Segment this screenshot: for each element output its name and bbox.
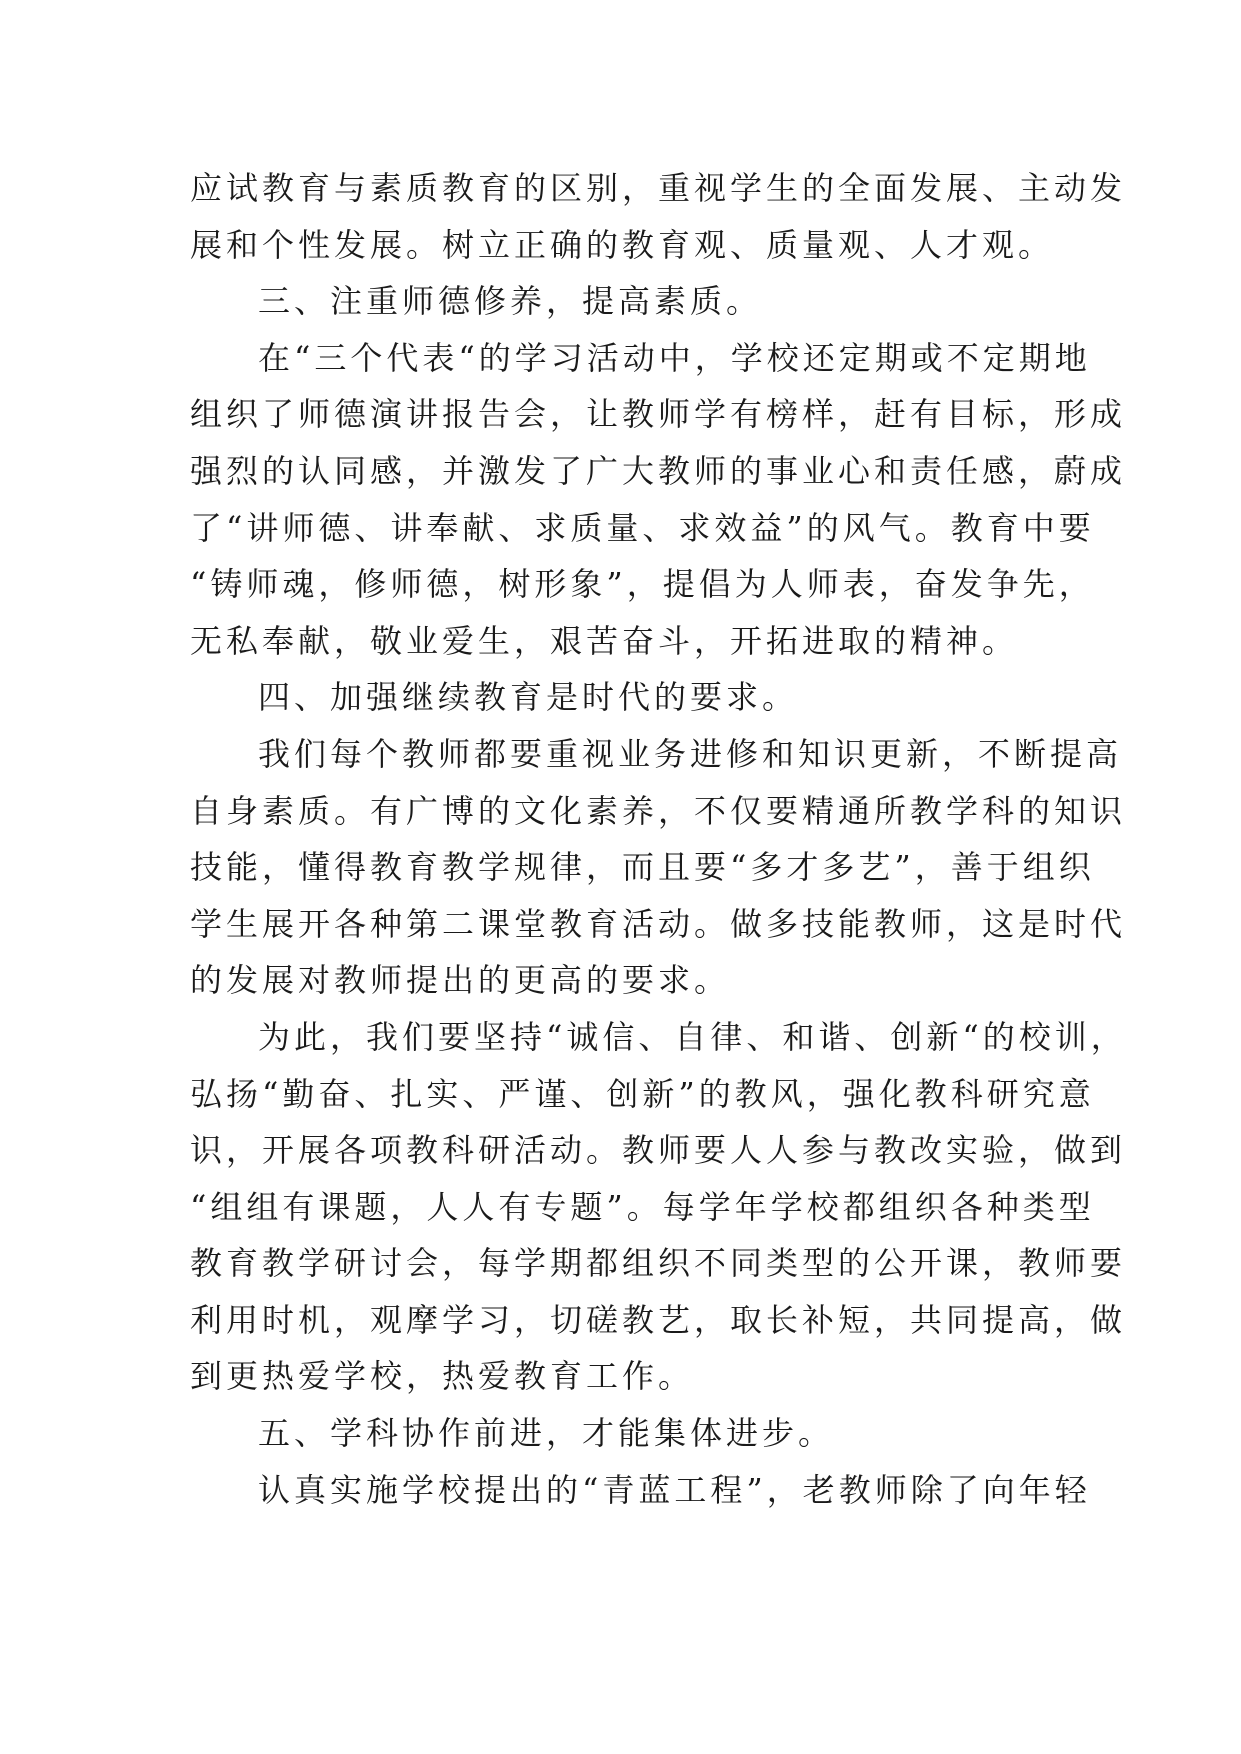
text-line: 学生展开各种第二课堂教育活动。做多技能教师，这是时代 [190,904,1127,943]
text-line: “铸师魂，修师德，树形象”，提倡为人师表，奋发争先， [190,565,1095,604]
text-line: 的发展对教师提出的更高的要求。 [190,961,731,1000]
text-line: 利用时机，观摩学习，切磋教艺，取长补短，共同提高，做 [190,1300,1127,1339]
text-line: 了“讲师德、讲奉献、求质量、求效益”的风气。教育中要 [190,508,1095,547]
document-body [190,160,1127,1518]
text-line: “组组有课题，人人有专题”。每学年学校都组织各种类型 [190,1187,1095,1226]
text-line: 识，开展各项教科研活动。教师要人人参与教改实验，做到 [190,1131,1127,1170]
text-line: 强烈的认同感，并激发了广大教师的事业心和责任感，蔚成 [190,451,1127,490]
text-line: 在“三个代表“的学习活动中，学校还定期或不定期地 [258,338,1091,377]
text-line: 我们每个教师都要重视业务进修和知识更新，不断提高 [258,734,1123,773]
text-line: 应试教育与素质教育的区别，重视学生的全面发展、主动发 [190,169,1127,207]
text-line: 组织了师德演讲报告会，让教师学有榜样，赶有目标，形成 [190,395,1127,434]
section-heading: 四、加强继续教育是时代的要求。 [258,678,799,717]
text-line: 教育教学研讨会，每学期都组织不同类型的公开课，教师要 [190,1244,1127,1283]
text-line: 展和个性发展。树立正确的教育观、质量观、人才观。 [190,225,1055,264]
text-line: 到更热爱学校，热爱教育工作。 [190,1357,695,1396]
text-line: 为此，我们要坚持“诚信、自律、和谐、创新“的校训， [258,1017,1127,1056]
text-line: 弘扬“勤奋、扎实、严谨、创新”的教风，强化教科研究意 [190,1074,1095,1113]
section-heading: 三、注重师德修养，提高素质。 [258,282,763,321]
text-line: 自身素质。有广博的文化素养，不仅要精通所教学科的知识 [190,791,1127,830]
text-line: 技能，懂得教育教学规律，而且要“多才多艺”，善于组织 [190,848,1095,887]
text-line: 认真实施学校提出的“青蓝工程”，老教师除了向年轻 [258,1470,1091,1509]
section-heading: 五、学科协作前进，才能集体进步。 [258,1414,835,1453]
text-line: 无私奉献，敬业爱生，艰苦奋斗，开拓进取的精神。 [190,621,1019,660]
